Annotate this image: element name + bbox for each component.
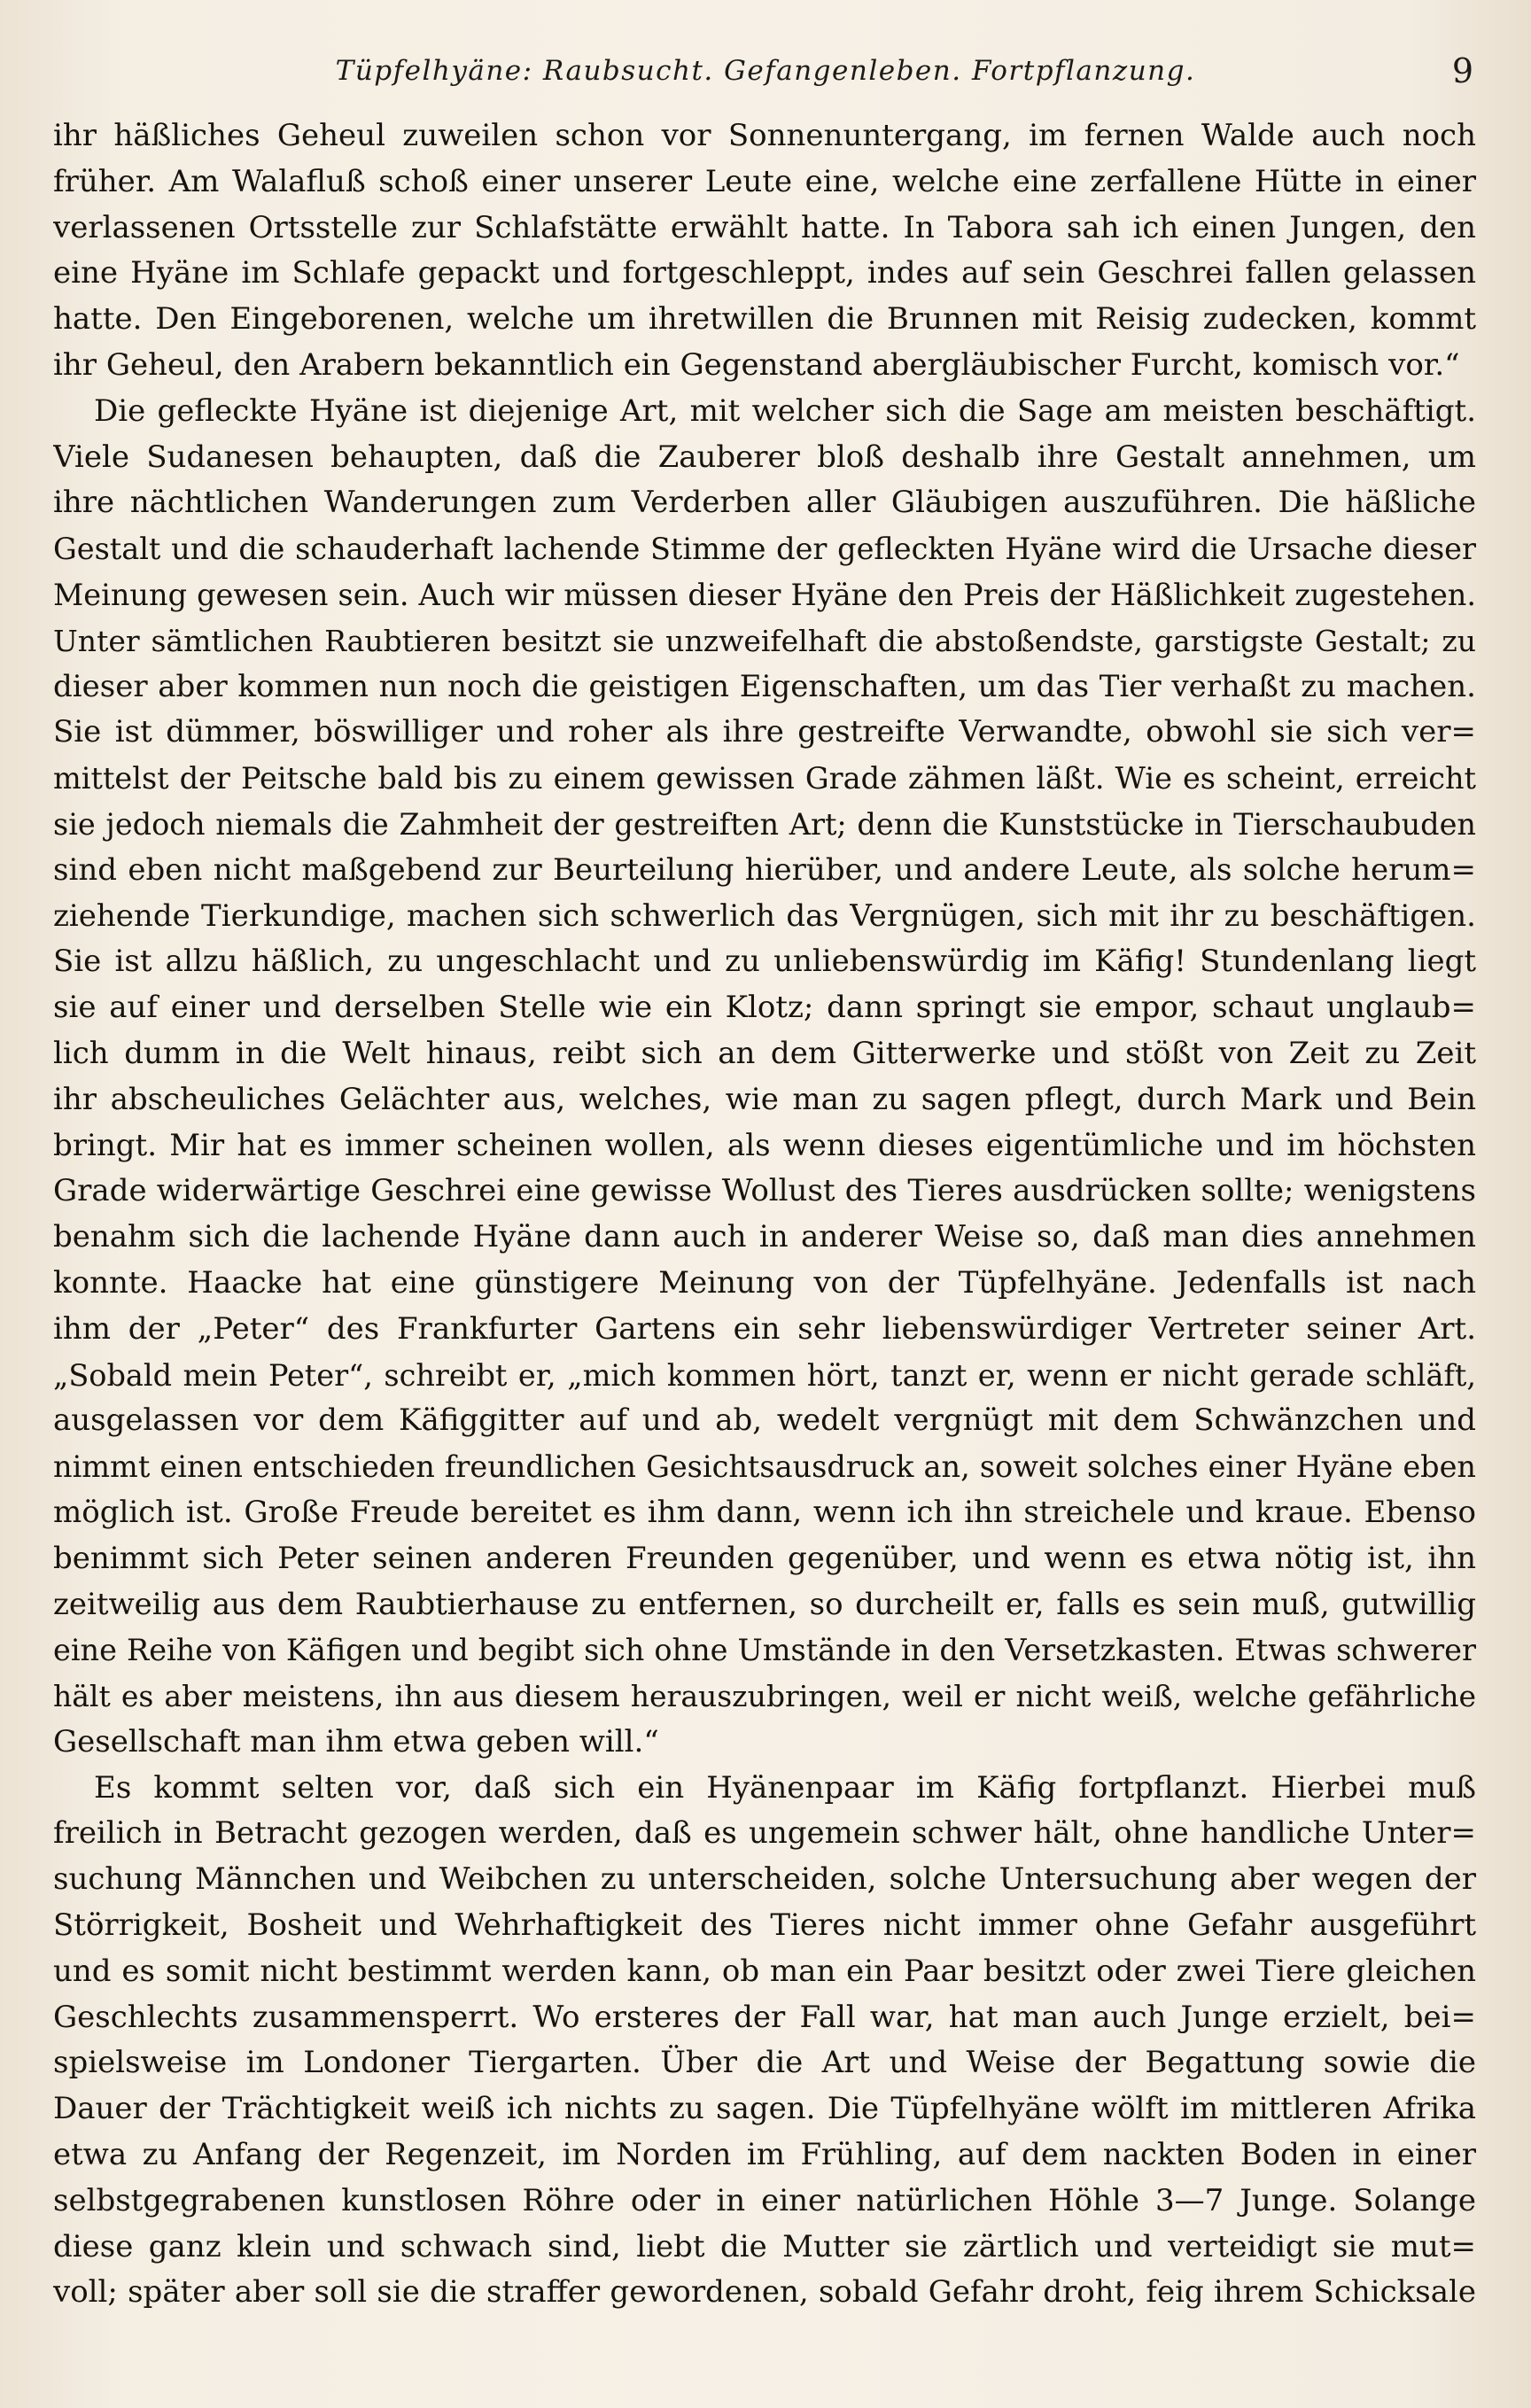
text-line: hatte. Den Eingeborenen, welche um ihretwillen die Brunnen mit Reisig zudecken, kommt bbox=[53, 301, 1476, 338]
text-line: spielsweise im Londoner Tiergarten. Über die Art und Weise der Begattung sowie die bbox=[53, 2045, 1476, 2081]
text-line: bringt. Mir hat es immer scheinen wollen, als wenn dieses eigentümliche und im höchsten bbox=[53, 1127, 1476, 1163]
text-line: ziehende Tierkundige, machen sich schwerlich das Vergnügen, sich mit ihr zu beschäftigen. bbox=[53, 897, 1476, 934]
text-line: benahm sich die lachende Hyäne dann auch in anderer Weise so, daß man dies annehmen bbox=[53, 1219, 1476, 1255]
paragraph bbox=[53, 1766, 1476, 2317]
text-line: ausgelassen vor dem Käfiggitter auf und ab, wedelt vergnügt mit dem Schwänzchen und bbox=[53, 1402, 1476, 1439]
text-line: Gesellschaft man ihm etwa geben will.“ bbox=[53, 1723, 659, 1759]
text-line: Es kommt selten vor, daß sich ein Hyänenpaar im Käfig fortpflanzt. Hierbei muß bbox=[94, 1769, 1476, 1806]
text-line: Sie ist dümmer, böswilliger und roher als ihre gestreifte Verwandte, obwohl sie sich ver= bbox=[53, 714, 1476, 750]
text-line: ihr häßliches Geheul zuweilen schon vor Sonnenuntergang, im fernen Walde auch noch bbox=[53, 118, 1476, 153]
text-line: freilich in Betracht gezogen werden, daß es ungemein schwer hält, ohne handliche Unter= bbox=[53, 1815, 1476, 1852]
text-line: etwa zu Anfang der Regenzeit, im Norden im Frühling, auf dem nackten Boden in einer bbox=[53, 2137, 1476, 2173]
text-line: konnte. Haacke hat eine günstigere Meinung von der Tüpfelhyäne. Jedenfalls ist nach bbox=[53, 1264, 1476, 1301]
text-line: Viele Sudanesen behaupten, daß die Zauberer bloß deshalb ihre Gestalt annehmen, um bbox=[53, 439, 1476, 475]
text-line: Unter sämtlichen Raubtieren besitzt sie unzweifelhaft die abstoßendste, garstigste Gestalt; zu bbox=[53, 623, 1476, 658]
paragraph bbox=[53, 389, 1476, 1766]
text-line: möglich ist. Große Freude bereitet es ihm dann, wenn ich ihn streichele und kraue. Ebenso bbox=[53, 1494, 1476, 1530]
text-line: hält es aber meistens, ihn aus diesem herauszubringen, weil er nicht weiß, welche gefährliche bbox=[53, 1679, 1476, 1714]
text-line: Die gefleckte Hyäne ist diejenige Art, mit welcher sich die Sage am meisten beschäftigt. bbox=[94, 392, 1476, 429]
text-line: sie jedoch niemals die Zahmheit der gestreiften Art; denn die Kunststücke in Tierschaubuden bbox=[53, 806, 1476, 842]
text-line: Gestalt und die schauderhaft lachende Stimme der gefleckten Hyäne wird die Ursache dieser bbox=[53, 532, 1476, 567]
text-line: Meinung gewesen sein. Auch wir müssen dieser Hyäne den Preis der Häßlichkeit zugestehen. bbox=[53, 577, 1476, 612]
text-line: benimmt sich Peter seinen anderen Freunden gegenüber, und wenn es etwa nötig ist, ihn bbox=[53, 1540, 1476, 1576]
page-number: 9 bbox=[1451, 51, 1473, 90]
text-line: sind eben nicht maßgebend zur Beurteilung hierüber, und andere Leute, als solche herum= bbox=[53, 851, 1476, 888]
text-line: und es somit nicht bestimmt werden kann, ob man ein Paar besitzt oder zwei Tiere gleichen bbox=[53, 1953, 1476, 1989]
text-line: sie auf einer und derselben Stelle wie ein Klotz; dann springt sie empor, schaut unglaub= bbox=[53, 990, 1476, 1026]
text-line: diese ganz klein und schwach sind, liebt die Mutter sie zärtlich und verteidigt sie mut= bbox=[53, 2228, 1476, 2264]
text-line: verlassenen Ortsstelle zur Schlafstätte erwählt hatte. In Tabora sah ich einen Jungen, den bbox=[53, 209, 1476, 245]
text-line: nimmt einen entschieden freundlichen Gesichtsausdruck an, soweit solches einer Hyäne eben bbox=[53, 1449, 1476, 1485]
text-line: voll; später aber soll sie die straffer gewordenen, sobald Gefahr droht, feig ihrem Schicksale bbox=[53, 2274, 1476, 2311]
text-line: lich dumm in die Welt hinaus, reibt sich an dem Gitterwerke und stößt von Zeit zu Zeit bbox=[53, 1035, 1476, 1071]
text-line: dieser aber kommen nun noch die geistigen Eigenschaften, um das Tier verhaßt zu machen. bbox=[53, 668, 1476, 704]
text-line: selbstgegrabenen kunstlosen Röhre oder in einer natürlichen Höhle 3—7 Junge. Solange bbox=[53, 2182, 1476, 2218]
body-text bbox=[53, 113, 1476, 2316]
text-line: eine Reihe von Käfigen und begibt sich ohne Umstände in den Versetzkasten. Etwas schwerer bbox=[53, 1633, 1476, 1668]
running-head bbox=[0, 51, 1531, 105]
text-line: eine Hyäne im Schlafe gepackt und fortgeschleppt, indes auf sein Geschrei fallen gelassen bbox=[53, 255, 1476, 291]
text-line: suchung Männchen und Weibchen zu unterscheiden, solche Untersuchung aber wegen der bbox=[53, 1861, 1476, 1898]
text-line: Dauer der Trächtigkeit weiß ich nichts zu sagen. Die Tüpfelhyäne wölft im mittleren Afrika bbox=[53, 2091, 1476, 2127]
text-line: früher. Am Walafluß schoß einer unserer Leute eine, welche eine zerfallene Hütte in einer bbox=[53, 163, 1476, 199]
text-line: ihr abscheuliches Gelächter aus, welches, wie man zu sagen pflegt, durch Mark und Bein bbox=[53, 1081, 1476, 1117]
text-line: ihr Geheul, den Arabern bekanntlich ein Gegenstand abergläubischer Furcht, komisch vor.“ bbox=[53, 346, 1460, 383]
text-line: zeitweilig aus dem Raubtierhause zu entfernen, so durcheilt er, falls es sein muß, gutwillig bbox=[53, 1586, 1476, 1622]
text-line: Geschlechts zusammensperrt. Wo ersteres der Fall war, hat man auch Junge erzielt, bei= bbox=[53, 1999, 1476, 2035]
paragraph bbox=[53, 113, 1476, 389]
text-line: Grade widerwärtige Geschrei eine gewisse Wollust des Tieres ausdrücken sollte; wenigstens bbox=[53, 1173, 1476, 1209]
text-line: „Sobald mein Peter“, schreibt er, „mich kommen hört, tanzt er, wenn er nicht gerade schläft, bbox=[53, 1357, 1476, 1393]
text-line: ihre nächtlichen Wanderungen zum Verderben aller Gläubigen auszuführen. Die häßliche bbox=[53, 485, 1476, 521]
text-line: mittelst der Peitsche bald bis zu einem gewissen Grade zähmen läßt. Wie es scheint, erreicht bbox=[53, 761, 1476, 796]
text-line: ihm der „Peter“ des Frankfurter Gartens ein sehr liebenswürdiger Vertreter seiner Art. bbox=[53, 1310, 1476, 1347]
text-line: Störrigkeit, Bosheit und Wehrhaftigkeit des Tieres nicht immer ohne Gefahr ausgeführt bbox=[53, 1907, 1476, 1944]
running-title: Tüpfelhyäne: Raubsucht. Gefangenleben. Fortpflanzung. bbox=[335, 55, 1196, 87]
text-line: Sie ist allzu häßlich, zu ungeschlacht und zu unliebenswürdig im Käfig! Stundenlang liegt bbox=[53, 944, 1476, 980]
